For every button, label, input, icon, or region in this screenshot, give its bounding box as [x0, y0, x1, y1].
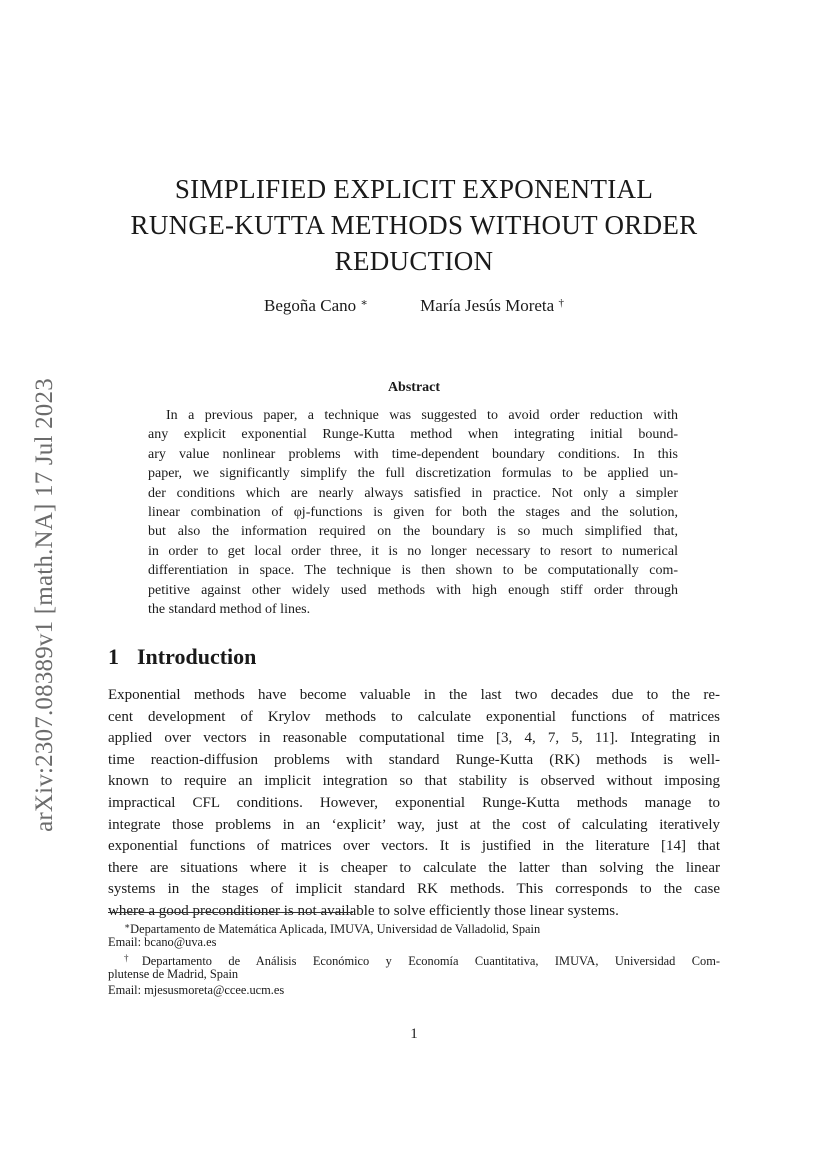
introduction-paragraph: [108, 685, 720, 923]
section-number: 1: [108, 644, 119, 669]
paper-title: [108, 171, 720, 279]
section-title: Introduction: [137, 644, 257, 669]
abstract-line: In a previous paper, a technique was suggested to avoid order reduction with: [166, 408, 678, 423]
body-line: known to require an implicit integration so that stability is observed without imposing: [108, 773, 720, 790]
body-line: applied over vectors in reasonable computational time [3, 4, 7, 5, 11]. Integrating in: [108, 730, 720, 747]
footnote-2-affiliation-cont: plutense de Madrid, Spain: [108, 967, 239, 981]
author-list: [108, 296, 720, 316]
footnote-2-affiliation: †Departamento de Análisis Económico y Economía Cuantitativa, IMUVA, Universidad Com-: [124, 953, 721, 968]
title-line: REDUCTION: [334, 246, 494, 276]
author-name: Begoña Cano: [264, 296, 357, 315]
abstract-line: in order to get local order three, it is no longer necessary to resort to numerical: [148, 543, 678, 559]
abstract-line: but also the information required on the boundary is so much simplified that,: [148, 524, 678, 540]
title-line: RUNGE-KUTTA METHODS WITHOUT ORDER: [130, 210, 698, 240]
arxiv-sidebar-stamp: [28, 350, 62, 860]
author-footnote-mark: ∗: [360, 297, 368, 309]
section-heading-introduction: [108, 644, 256, 670]
footnotes: [108, 918, 720, 998]
footnote-2-email: Email: mjesusmoreta@ccee.ucm.es: [108, 983, 285, 997]
abstract-heading: Abstract: [387, 380, 441, 395]
author-footnote-mark: †: [558, 297, 564, 309]
body-line: where a good preconditioner is not available to solve efficiently those linear systems.: [108, 902, 619, 919]
title-line: SIMPLIFIED EXPLICIT EXPONENTIAL: [174, 174, 654, 204]
body-line: systems in the stages of implicit standard RK methods. This corresponds to the case: [108, 881, 720, 898]
body-line: there are situations where it is cheaper to calculate the latter than solving the linear: [108, 859, 720, 876]
abstract-line: der conditions which are nearly always satisfied in practice. Not only a simpler: [148, 485, 678, 501]
author-1: [264, 296, 368, 316]
footnote-1-affiliation: ∗Departamento de Matemática Aplicada, IMUVA, Universidad de Valladolid, Spain: [124, 921, 541, 936]
abstract-line: any explicit exponential Runge-Kutta method when integrating initial bound-: [148, 427, 678, 443]
body-line: exponential functions of matrices over vectors. It is justified in the literature [14] that: [108, 838, 720, 855]
footnote-mark: ∗: [124, 921, 131, 931]
body-line: impractical CFL conditions. However, exponential Runge-Kutta methods manage to: [108, 794, 720, 811]
abstract-line: the standard method of lines.: [148, 601, 311, 617]
author-2: [420, 296, 564, 316]
body-line: cent development of Krylov methods to calculate exponential functions of matrices: [108, 708, 720, 725]
abstract-line: petitive against other widely used methods with high enough stiff order through: [148, 582, 678, 598]
arxiv-identifier: arXiv:2307.08389v1 [math.NA] 17 Jul 2023: [31, 378, 58, 832]
body-line: time reaction-diffusion problems with standard Runge-Kutta (RK) methods is well-: [108, 751, 720, 768]
abstract-body: [148, 406, 678, 619]
footnote-divider: [108, 912, 353, 913]
body-line: integrate those problems in an ‘explicit’ way, just at the cost of calculating iteratively: [108, 816, 720, 833]
abstract-line: differentiation in space. The technique is then shown to be computationally com-: [148, 563, 678, 579]
body-line: Exponential methods have become valuable in the last two decades due to the re-: [108, 687, 720, 703]
abstract-line: ary value nonlinear problems with time-dependent boundary conditions. In this: [148, 446, 678, 462]
footnote-1-email: Email: bcano@uva.es: [108, 935, 217, 949]
author-name: María Jesús Moreta: [420, 296, 555, 315]
abstract-line: paper, we significantly simplify the full discretization formulas to be applied un-: [148, 466, 678, 482]
footnote-mark: †: [124, 953, 142, 963]
page-number: 1: [410, 1026, 418, 1042]
abstract-line: linear combination of φj-functions is given for both the stages and the solution,: [148, 504, 678, 520]
